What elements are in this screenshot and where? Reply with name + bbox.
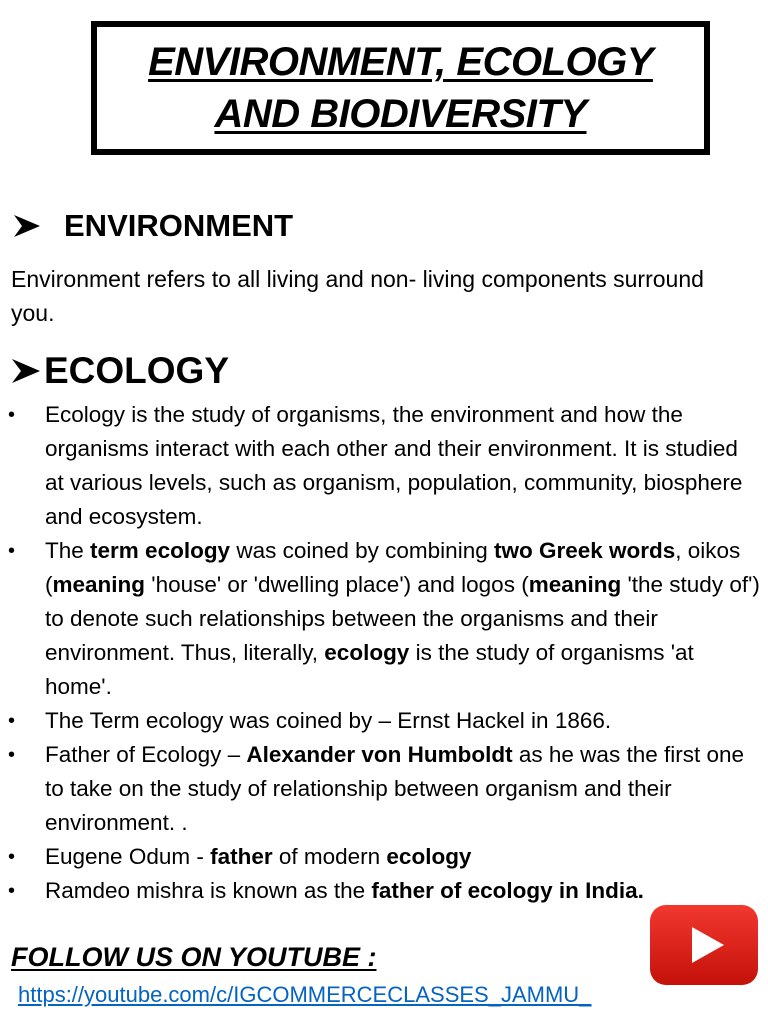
bullet-bold-text: ecology: [324, 640, 410, 665]
bullet-text: The: [45, 538, 91, 563]
title-line-2: AND BIODIVERSITY: [214, 92, 587, 136]
bullet-dot-icon: •: [8, 846, 16, 868]
ecology-bullet-item: [0, 874, 760, 908]
arrowhead-bullet-icon: [10, 357, 42, 385]
youtube-play-icon[interactable]: [648, 903, 760, 987]
bullet-bold-text: ecology: [386, 844, 472, 869]
bullet-bold-text: Alexander von Humboldt: [246, 742, 513, 767]
ecology-bullet-list: [0, 398, 760, 908]
bullet-text: Father of Ecology –: [45, 742, 247, 767]
ecology-heading: ECOLOGY: [44, 350, 230, 391]
bullet-text: Eugene Odum -: [45, 844, 211, 869]
environment-heading: ENVIRONMENT: [64, 208, 294, 243]
bullet-text: The Term ecology was coined by – Ernst Hackel in 1866.: [45, 708, 612, 733]
follow-youtube-label: FOLLOW US ON YOUTUBE :: [11, 942, 377, 972]
bullet-text: as he was the first one to take on the study of relationship between organism and their environment. .: [45, 742, 745, 835]
bullet-text: 'house' or 'dwelling place') and logos (: [145, 572, 529, 597]
bullet-text: Ramdeo mishra is known as the: [45, 878, 372, 903]
title-box: [91, 21, 710, 155]
bullet-text: 'the study of') to denote such relationships between the organisms and their environment. Thus, literally,: [45, 572, 760, 665]
ecology-bullet-item: [0, 704, 760, 738]
bullet-dot-icon: •: [8, 744, 16, 766]
ecology-bullet-item: [0, 840, 760, 874]
bullet-text: was coined by combining: [230, 538, 494, 563]
ecology-bullet-item: [0, 398, 760, 534]
arrowhead-bullet-icon: [12, 213, 42, 239]
bullet-text: Ecology is the study of organisms, the environment and how the organisms interact with each other and their environment. It is studied at various levels, such as organism, population, community, biosphere and ecosystem.: [45, 402, 743, 529]
bullet-text: of modern: [272, 844, 387, 869]
title-line-1: ENVIRONMENT, ECOLOGY: [148, 40, 653, 84]
environment-heading-row: [12, 204, 293, 248]
bullet-bold-text: father of ecology in India.: [371, 878, 644, 903]
bullet-dot-icon: •: [8, 540, 16, 562]
bullet-dot-icon: •: [8, 710, 16, 732]
environment-definition: Environment refers to all living and non- living components surround you.: [11, 266, 704, 326]
ecology-bullet-item: [0, 534, 760, 704]
bullet-text: is the study of organisms 'at home'.: [45, 640, 694, 699]
bullet-text: , oikos (: [45, 538, 741, 597]
bullet-bold-text: term ecology: [90, 538, 231, 563]
bullet-bold-text: meaning: [52, 572, 146, 597]
bullet-bold-text: father: [210, 844, 273, 869]
youtube-channel-link[interactable]: https://youtube.com/c/IGCOMMERCECLASSES_JAMMU_: [18, 982, 592, 1007]
bullet-dot-icon: •: [8, 404, 16, 426]
bullet-bold-text: meaning: [528, 572, 622, 597]
bullet-bold-text: two Greek words: [493, 538, 676, 563]
ecology-bullet-item: [0, 738, 760, 840]
ecology-heading-row: [10, 346, 229, 396]
bullet-dot-icon: •: [8, 880, 16, 902]
